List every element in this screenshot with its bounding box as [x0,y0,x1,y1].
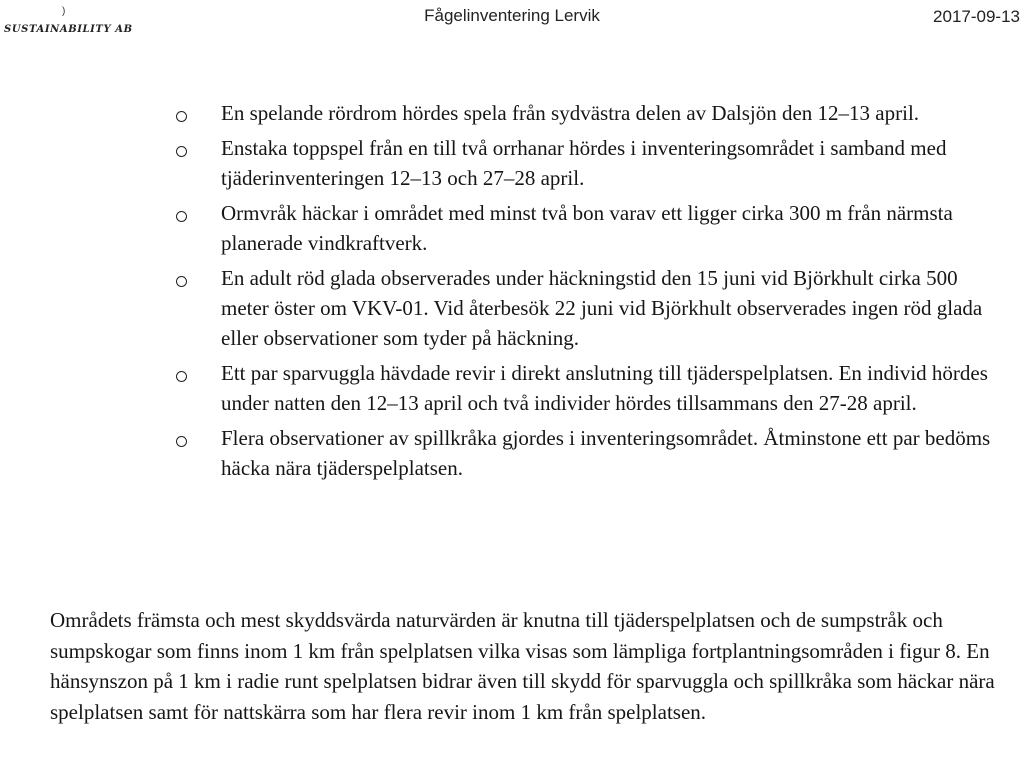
list-item [0,198,1024,258]
list-item [0,263,1024,353]
list-item [0,358,1024,418]
list-item-text: En spelande rördrom hördes spela från sydvästra delen av Dalsjön den 12–13 april. [221,101,920,125]
list-item-text: Ormvråk häckar i området med minst två bon varav ett ligger cirka 300 m från närmsta planerade vindkraftverk. [221,201,953,255]
body-paragraph: Områdets främsta och mest skyddsvärda naturvärden är knutna till tjäderspelplatsen och de sumpstråk och sumpskogar som finns inom 1 km från spelplatsen vilka visas som lämpliga fortplantningsområden i figur 8. En hänsynszon på 1 km i radie runt spelplatsen bidrar även till skydd för sparvuggla och spillkråka som häckar nära spelplatsen samt för nattskärra som har flera revir inom 1 km från spelplatsen. [50,608,995,724]
circle-bullet-icon [176,146,187,157]
observation-list [0,98,1024,483]
header-mark: ) [62,6,66,17]
circle-bullet-icon [176,276,187,287]
list-item-text: Ett par sparvuggla hävdade revir i direkt anslutning till tjäderspelplatsen. En individ hördes under natten den 12–13 april och två individer hördes tillsammans den 27-28 april. [221,361,988,415]
circle-bullet-icon [176,371,187,382]
document-date: 2017-09-13 [933,7,1020,26]
circle-bullet-icon [176,111,187,122]
list-item [0,98,1024,128]
circle-bullet-icon [176,436,187,447]
list-item [0,133,1024,193]
list-item-text: En adult röd glada observerades under häckningstid den 15 juni vid Björkhult cirka 500 meter öster om VKV-01. Vid återbesök 22 juni vid Björkhult observerades ingen röd glada eller observationer som tyder på häckning. [221,266,983,350]
list-item-text: Flera observationer av spillkråka gjordes i inventeringsområdet. Åtminstone ett par bedöms häcka nära tjäderspelplatsen. [221,426,991,480]
document-title: Fågelinventering Lervik [424,6,600,25]
circle-bullet-icon [176,211,187,222]
list-item [0,423,1024,483]
company-name: SUSTAINABILITY AB [4,24,133,35]
list-item-text: Enstaka toppspel från en till två orrhanar hördes i inventeringsområdet i samband med tjäderinventeringen 12–13 och 27–28 april. [221,136,947,190]
